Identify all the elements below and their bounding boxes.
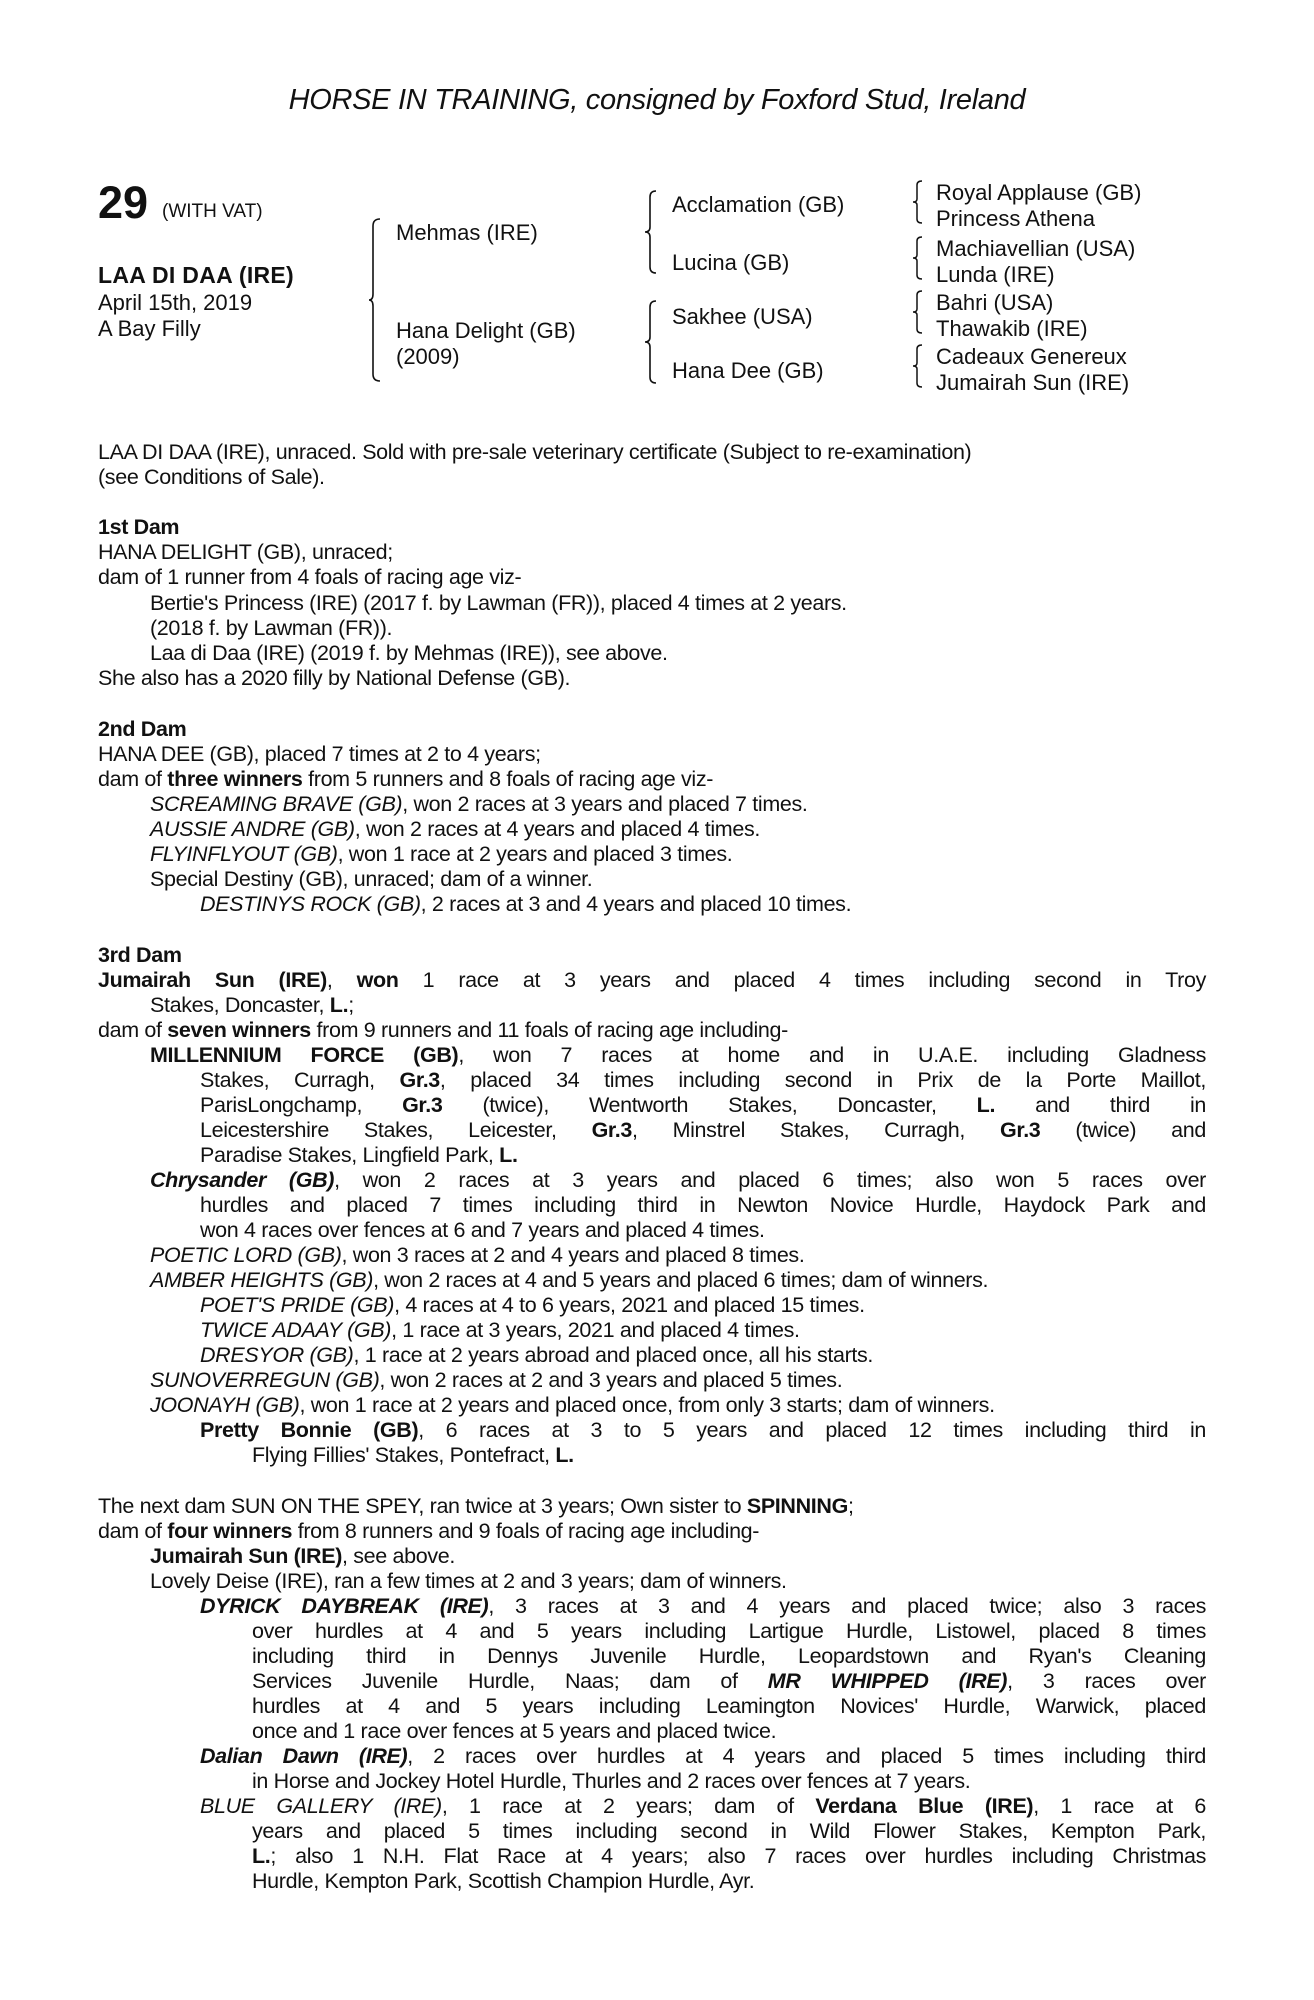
- third-dam-produce: ParisLongchamp, Gr.3 (twice), Wentworth Stakes, Doncaster, L. and third in: [200, 1093, 1206, 1117]
- pedigree-g7: Cadeaux Genereux: [936, 344, 1127, 369]
- pedigree-brace-g1: [912, 180, 924, 224]
- next-dam-produce: Services Juvenile Hurdle, Naas; dam of MR WHIPPED (IRE), 3 races over: [252, 1669, 1206, 1693]
- next-dam-produce: including third in Dennys Juvenile Hurdle, Leopardstown and Ryan's Cleaning: [252, 1644, 1206, 1668]
- third-dam-produce: DRESYOR (GB), 1 race at 2 years abroad and placed once, all his starts.: [200, 1343, 874, 1367]
- next-dam-produce: L.; also 1 N.H. Flat Race at 4 years; also 7 races over hurdles including Christmas: [252, 1844, 1206, 1868]
- next-dam-produce: hurdles at 4 and 5 years including Leamington Novices' Hurdle, Warwick, placed: [252, 1694, 1206, 1718]
- pedigree-sire: Mehmas (IRE): [396, 220, 538, 245]
- third-dam-line: Jumairah Sun (IRE), won 1 race at 3 years and placed 4 times including second in Troy: [98, 968, 1206, 992]
- third-dam-produce: AMBER HEIGHTS (GB), won 2 races at 4 and 5 years and placed 6 times; dam of winners.: [150, 1268, 989, 1292]
- vat-note: (WITH VAT): [162, 201, 263, 222]
- next-dam-produce: once and 1 race over fences at 5 years and placed twice.: [252, 1719, 777, 1743]
- second-dam-produce: DESTINYS ROCK (GB), 2 races at 3 and 4 years and placed 10 times.: [200, 892, 852, 916]
- first-dam-produce: (2018 f. by Lawman (FR)).: [150, 616, 393, 640]
- pedigree-dam-dam: Hana Dee (GB): [672, 358, 824, 383]
- pedigree-g5: Bahri (USA): [936, 290, 1054, 315]
- pedigree-sire-sire: Acclamation (GB): [672, 192, 845, 217]
- horse-description: A Bay Filly: [98, 316, 201, 341]
- third-dam-produce: MILLENNIUM FORCE (GB), won 7 races at home and in U.A.E. including Gladness: [150, 1043, 1207, 1067]
- first-dam-heading: 1st Dam: [98, 515, 180, 539]
- foaling-date: April 15th, 2019: [98, 290, 253, 315]
- third-dam-produce: JOONAYH (GB), won 1 race at 2 years and placed once, from only 3 starts; dam of winners.: [150, 1393, 995, 1417]
- third-dam-line: Stakes, Doncaster, L.;: [150, 993, 354, 1017]
- next-dam-produce: Lovely Deise (IRE), ran a few times at 2 and 3 years; dam of winners.: [150, 1569, 787, 1593]
- third-dam-produce: SUNOVERREGUN (GB), won 2 races at 2 and 3 years and placed 5 times.: [150, 1368, 843, 1392]
- pedigree-brace-g2: [912, 236, 924, 280]
- pedigree-sire-dam: Lucina (GB): [672, 250, 790, 275]
- next-dam-line: dam of four winners from 8 runners and 9 foals of racing age including-: [98, 1519, 760, 1543]
- pedigree-dam-year: (2009): [396, 344, 460, 369]
- horse-name: LAA DI DAA (IRE): [98, 262, 295, 288]
- pedigree-g3: Machiavellian (USA): [936, 236, 1136, 261]
- pedigree-g1: Royal Applause (GB): [936, 180, 1142, 205]
- first-dam-line: HANA DELIGHT (GB), unraced;: [98, 540, 393, 564]
- next-dam-line: The next dam SUN ON THE SPEY, ran twice at 3 years; Own sister to SPINNING;: [98, 1494, 854, 1518]
- third-dam-line: dam of seven winners from 9 runners and 11 foals of racing age including-: [98, 1018, 788, 1042]
- intro-line: LAA DI DAA (IRE), unraced. Sold with pre-sale veterinary certificate (Subject to re-examination): [98, 440, 972, 464]
- third-dam-produce: hurdles and placed 7 times including third in Newton Novice Hurdle, Haydock Park and: [200, 1193, 1206, 1217]
- third-dam-produce: Leicestershire Stakes, Leicester, Gr.3, Minstrel Stakes, Curragh, Gr.3 (twice) and: [200, 1118, 1206, 1142]
- pedigree-brace-sire: [644, 190, 658, 274]
- pedigree-g2: Princess Athena: [936, 206, 1095, 231]
- second-dam-produce: AUSSIE ANDRE (GB), won 2 races at 4 years and placed 4 times.: [150, 817, 760, 841]
- third-dam-produce: won 4 races over fences at 6 and 7 years and placed 4 times.: [200, 1218, 765, 1242]
- next-dam-produce: BLUE GALLERY (IRE), 1 race at 2 years; dam of Verdana Blue (IRE), 1 race at 6: [200, 1794, 1206, 1818]
- next-dam-produce: in Horse and Jockey Hotel Hurdle, Thurles and 2 races over fences at 7 years.: [252, 1769, 971, 1793]
- next-dam-produce: Jumairah Sun (IRE), see above.: [150, 1544, 455, 1568]
- third-dam-produce: POET'S PRIDE (GB), 4 races at 4 to 6 years, 2021 and placed 15 times.: [200, 1293, 865, 1317]
- next-dam-produce: Dalian Dawn (IRE), 2 races over hurdles at 4 years and placed 5 times including third: [200, 1744, 1206, 1768]
- third-dam-produce: Pretty Bonnie (GB), 6 races at 3 to 5 years and placed 12 times including third in: [200, 1418, 1206, 1442]
- pedigree-brace-large: [368, 218, 382, 382]
- pedigree-brace-g3: [912, 290, 924, 334]
- pedigree-brace-dam: [644, 300, 658, 384]
- first-dam-produce: Laa di Daa (IRE) (2019 f. by Mehmas (IRE)), see above.: [150, 641, 668, 665]
- pedigree-g8: Jumairah Sun (IRE): [936, 370, 1130, 395]
- second-dam-produce: SCREAMING BRAVE (GB), won 2 races at 3 years and placed 7 times.: [150, 792, 808, 816]
- third-dam-produce: POETIC LORD (GB), won 3 races at 2 and 4 years and placed 8 times.: [150, 1243, 805, 1267]
- first-dam-line: dam of 1 runner from 4 foals of racing age viz-: [98, 565, 522, 589]
- page-title: HORSE IN TRAINING, consigned by Foxford Stud, Ireland: [288, 84, 1026, 116]
- second-dam-produce: Special Destiny (GB), unraced; dam of a winner.: [150, 867, 593, 891]
- next-dam-produce: Hurdle, Kempton Park, Scottish Champion Hurdle, Ayr.: [252, 1869, 755, 1893]
- first-dam-line: She also has a 2020 filly by National Defense (GB).: [98, 666, 571, 690]
- next-dam-produce: over hurdles at 4 and 5 years including Lartigue Hurdle, Listowel, placed 8 times: [252, 1619, 1206, 1643]
- third-dam-produce: TWICE ADAAY (GB), 1 race at 3 years, 2021 and placed 4 times.: [200, 1318, 800, 1342]
- second-dam-line: dam of three winners from 5 runners and 8 foals of racing age viz-: [98, 767, 714, 791]
- third-dam-produce: Chrysander (GB), won 2 races at 3 years and placed 6 times; also won 5 races over: [150, 1168, 1206, 1192]
- second-dam-line: HANA DEE (GB), placed 7 times at 2 to 4 years;: [98, 742, 541, 766]
- second-dam-produce: FLYINFLYOUT (GB), won 1 race at 2 years and placed 3 times.: [150, 842, 733, 866]
- pedigree-g6: Thawakib (IRE): [936, 316, 1088, 341]
- first-dam-produce: Bertie's Princess (IRE) (2017 f. by Lawman (FR)), placed 4 times at 2 years.: [150, 591, 847, 615]
- third-dam-heading: 3rd Dam: [98, 943, 182, 967]
- third-dam-produce: Paradise Stakes, Lingfield Park, L.: [200, 1143, 518, 1167]
- intro-line: (see Conditions of Sale).: [98, 465, 325, 489]
- third-dam-produce: Stakes, Curragh, Gr.3, placed 34 times including second in Prix de la Porte Maillot,: [200, 1068, 1206, 1092]
- second-dam-heading: 2nd Dam: [98, 717, 187, 741]
- next-dam-produce: DYRICK DAYBREAK (IRE), 3 races at 3 and 4 years and placed twice; also 3 races: [200, 1594, 1206, 1618]
- lot-number: 29: [98, 177, 149, 228]
- pedigree-brace-g4: [912, 344, 924, 388]
- pedigree-dam: Hana Delight (GB): [396, 318, 576, 343]
- next-dam-produce: years and placed 5 times including second in Wild Flower Stakes, Kempton Park,: [252, 1819, 1206, 1843]
- pedigree-dam-sire: Sakhee (USA): [672, 304, 813, 329]
- pedigree-g4: Lunda (IRE): [936, 262, 1055, 287]
- third-dam-produce: Flying Fillies' Stakes, Pontefract, L.: [252, 1443, 574, 1467]
